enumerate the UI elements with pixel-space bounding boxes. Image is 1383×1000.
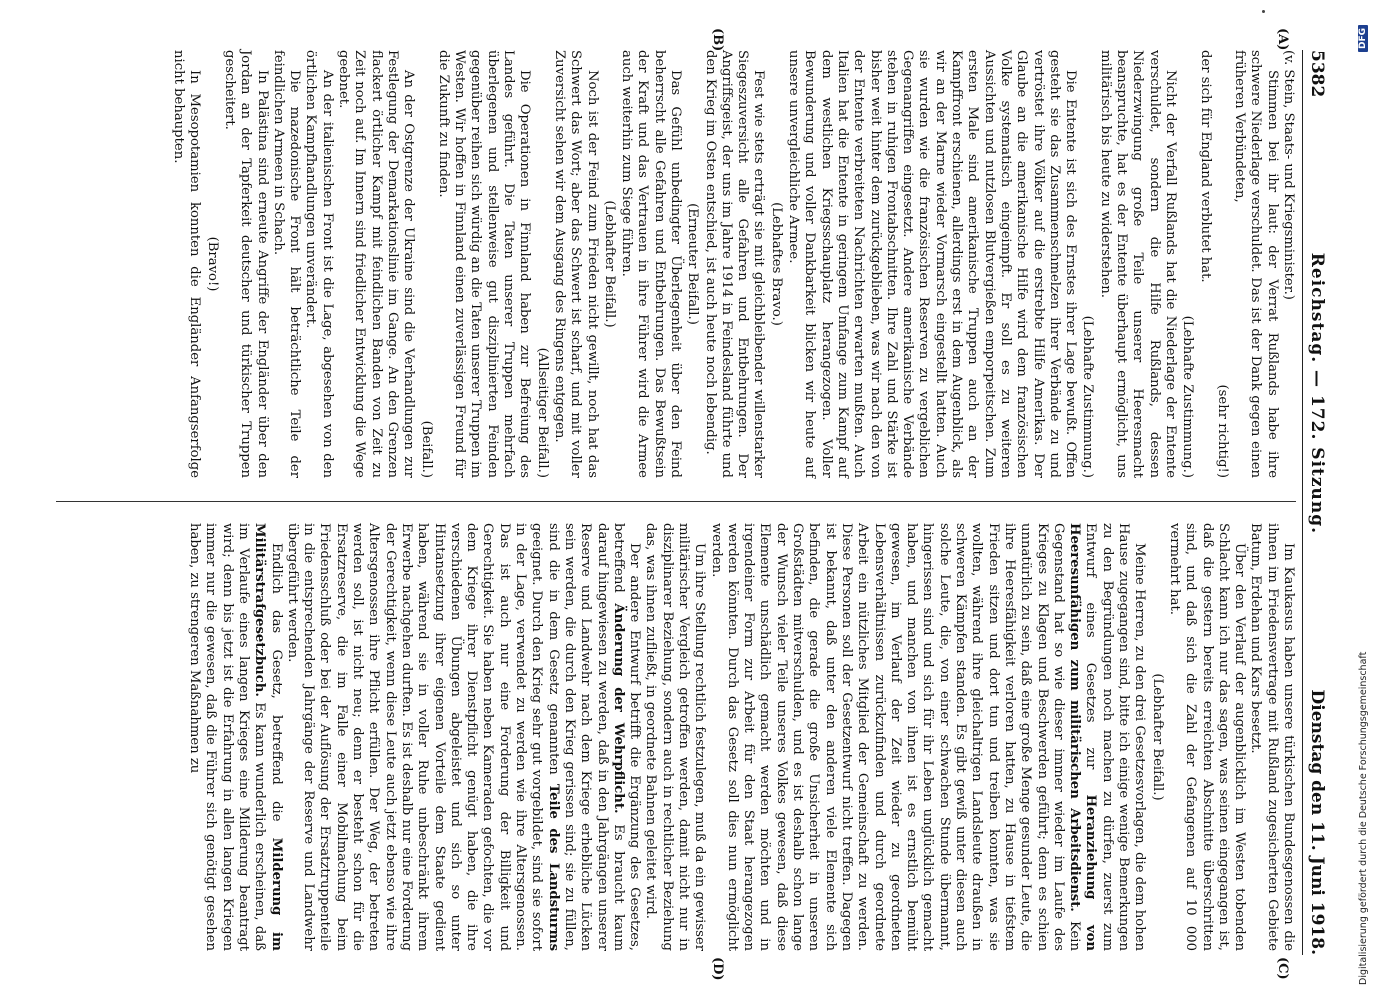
margin-mark-b: (B)	[710, 28, 725, 52]
interjection: (Lebhafter Beifall.)	[601, 200, 617, 328]
text-run: Es kann wunderlich erscheinen, daß im Verlaufe eines langen Krieges eine Milderung beantragt wird; denn bis jetzt ist die Erfahrung in allen langen Kriegen immer nur die gewesen, daß die Führer sich genötigt gesehen haben, zu strengeren Maßnahmen zu	[187, 523, 268, 951]
footer-text: Digitalisierung gefördert durch die Deutsche Forschungsgemeinschaft	[1357, 651, 1369, 985]
text-run: Kein Gegenstand hat so wie dieser immer wieder im Laufe des Krieges zu Klagen und Beschwerden geführt; denn es schien unnatürlich zu sein, daß eine große Menge gesunder Leute, die ihre Heeresfähigkeit verloren hatten, zu Hause in tiefstem Frieden sitzen und dort tun und treiben konnten, was sie wollten, während ihre gleichaltrigen Landsleute draußen in schweren Kämpfen standen. Es gibt gewiß unter diesen auch solche Leute, die, von einer schwachen Stunde übermannt, hingerissen sind und sich für ihr Leben unglücklich gemacht haben, und manchen von ihnen ist es ernstlich bemüht gewesen, im Verlauf der Zeit wieder zu geordneten Lebensverhältnissen zurückzufinden und durch geordnete Arbeit ein nützliches Mitglied der Gemeinschaft zu werden. Diese Personen soll der Gesetzentwurf nicht treffen. Dagegen ist bekannt, daß unter den anderen viele Elemente sich befinden, die gerade die große Unsicherheit in unseren Großstädten mitverschulden, und es ist deshalb schon lange der Wunsch vieler Teile unseres Volkes gewesen, daß diese Elemente unschädlich gemacht werden möchten und in irgendeiner Form zur Arbeit für den Staat herangezogen werden könnten. Durch das Gesetz soll dies nun ermöglicht werden.	[708, 523, 1083, 951]
left-column	[170, 50, 1296, 478]
bold-term: Milderung im Militärstrafgesetzbuch.	[252, 523, 284, 951]
paragraph: Fest wie stets erträgt sie mit gleichbleibender willenstarker Siegeszuversicht alle Gefahren und Entbehrungen. Der Angriffsgeist, der uns im Jahre 1914 in Feindesland führte und den Krieg im Osten entschied, ist auch heute noch lebendig.	[702, 50, 767, 478]
interjection: (Lebhafter Beifall.)	[1149, 673, 1165, 801]
text-run: geeignet. Durch den Krieg sehr gut vorgebildet, sind sie sofort in der Lage, verwendet zu werden wie ihre Altersgenossen. Das ist auch nur eine Forderung der Billigkeit und Gerechtigkeit. Sie haben neben Kameraden gefochten, die vor dem Kriege ihrer Dienstpflicht genügt haben, die ihre verschiedenen Übungen abgeleistet und sich so unter Hintansetzung ihrer eigenen Vorteile dem Staate gedient haben, während sie in voller Ruhe unbeschränkt ihrem Erwerbe nachgehen durften. Es ist deshalb nur eine Forderung der Gerechtigkeit, wenn diese Leute auch jetzt ebenso wie ihre Altersgenossen ihre Pflicht erfüllen. Der Weg, der betreten werden soll, ist nicht neu; denn er besteht schon für die Ersatzreserve, die im Falle einer Mobilmachung beim Friedensschluß oder bei der Auflösung der Ersatztruppenteile in die entsprechenden Jahrgänge der Reserve und Landwehr übergeführt werden.	[284, 523, 545, 951]
page-header	[1304, 50, 1330, 955]
interjection: (Erneuter Beifall.)	[685, 203, 701, 325]
paragraph	[186, 523, 284, 951]
interjection: (Lebhaftes Bravo.)	[768, 202, 784, 326]
paragraph: Das Gefühl unbedingter Überlegenheit über den Feind beherrscht alle Gefahren und Entbehrungen. Das Bewußtsein der Kraft und das Vertrauen in ihre Führer wird die Armee auch weiterhin zum Siege führen.	[619, 50, 684, 478]
interjection: (Bravo!)	[204, 236, 220, 292]
page-number: 5382	[1307, 50, 1327, 98]
interjection: (Lebhafte Zustimmung.)	[1180, 315, 1196, 478]
paragraph: Im Kaukasus haben unsere türkischen Bundesgenossen die ihnen im Friedensvertrage mit Rußland zugesicherten Gebiete Batum, Erdehan und Kars besetzt.	[1248, 523, 1296, 951]
interjection: (Lebhafte Zustimmung.)	[1080, 315, 1096, 478]
paragraph: Die Operationen in Finnland haben zur Befreiung des Landes geführt. Die Taten unserer Truppen mehrfach überlegenen und stellenweise gut disziplinierten Feinden gegenüber reihen sich würdig an die Taten unserer Truppen im Westen. Wir hoffen in Finnland einen zuverlässigen Freund für die Zukunft zu finden.	[435, 50, 533, 478]
bold-term: Teile des Landsturms	[545, 783, 561, 952]
margin-mark-a: (A)	[1275, 28, 1290, 51]
paragraph: Stimmen bei ihr laut: der Verrat Rußlands habe ihre schwere Niederlage verschuldet. Das ist der Dank gegen einen früheren Verbündeten,	[1232, 50, 1280, 478]
paragraph: der sich für England verblutet hat.	[1197, 50, 1213, 283]
paragraph: Noch ist der Feind zum Frieden nicht gewillt, noch hat das Schwert das Wort; aber das Schwert ist scharf, und mit voller Zuversicht sehen wir dem Ausgang des Ringens entgegen.	[551, 50, 600, 478]
dfg-logo: DFG	[1358, 25, 1368, 52]
paragraph: Über den Verlauf der augenblicklich im Westen tobenden Schlacht kann ich nur das sagen, was seinen eingegangen ist, daß die gestern bereits erreichten Abschnitte überschritten sind, und daß sich die Zahl der Gefangenen auf 10 000 vermehrt hat.	[1166, 523, 1248, 951]
paragraph: Die Entente ist sich des Ernstes ihrer Lage bewußt. Offen gesteht sie das Zusammenschmelzen ihrer Verbände zu und vertröstet ihre Völker auf die erstrebte Hilfe Amerikas. Der Glaube an die amerikanische Hilfe wird dem französischen Volke systematisch eingeimpft. Er soll es zu weiteren Aussichten und nutzlosen Blutvergießen emporpeitschen. Zum ersten Male sind amerikanische Truppen auch an der Kampffront erschienen, allerdings erst in dem Augenblick, als wir an der Marne wieder Vormarsch eingestellt hatten. Auch sie wurden wie die französischen Reserven zu vergeblichen Gegenangriffen eingesetzt. Andere amerikanische Verbände stehen in ruhigen Frontabschnitten. Ihre Zahl und Stärke ist bisher weit hinter dem zurückgeblieben, was wir nach den von der Entente verbreiteten Nachrichten erwarten mußten. Auch Italien hat die Entente in geringem Umfange zum Kampf auf dem westlichen Kriegsschauplatz herangezogen. Voller Bewunderung und voller Dankbarkeit blicken wir heute auf unsere unvergleichliche Armee.	[786, 50, 1079, 478]
page-title: Reichstag. — 172. Sitzung.	[1307, 252, 1327, 535]
paragraph: Nicht der Verfall Rußlands hat die Niederlage der Entente verschuldet, sondern die Hilfe Rußlands, dessen Niederzwingung große Teile unserer Heeresmacht beanspruchte, hat es der Entente überhaupt ermöglicht, uns militärisch bis heute zu widerstehen.	[1097, 50, 1178, 478]
paragraph: An der Ostgrenze der Ukraine sind die Verhandlungen zur Festlegung der Demarkationslinie im Gange. An den Grenzen flackert örtlicher Kampf mit feindlichen Banden von Zeit zu Zeit noch auf. Im Innern sind friedlicher Entwicklung die Wege geebnet.	[336, 50, 417, 478]
paragraph	[284, 523, 643, 951]
digitization-footer	[1356, 25, 1370, 985]
margin-mark-d: (D)	[710, 957, 725, 981]
margin-mark-c: (C)	[1275, 957, 1290, 980]
text-run: Es braucht kaum darauf hingewiesen zu werden, daß in den Jahrgängen unserer Reserve und Landwehr nach dem Kriege erhebliche Lücken sein werden, die durch den Krieg gerissen sind; sie zu füllen, sind die in dem Gesetz genannten	[545, 523, 626, 951]
text-run: Meine Herren, zu den drei Gesetzesvorlagen, die dem hohen Hause zugegangen sind, bitte ich einige wenige Bemerkungen zu den Begründungen noch machen zu dürfen, zuerst zum Entwurf eines Gesetzes zur	[1083, 523, 1148, 951]
column-divider	[56, 501, 1296, 502]
text-run: Der andere Entwurf betrifft die Ergänzung des Gesetzes, betreffend	[610, 523, 643, 951]
speaker-line: (v. Stein, Staats- und Kriegsminister.)	[1281, 50, 1296, 300]
page-date: Dienstag den 11. Juni 1918.	[1307, 689, 1327, 955]
bold-term: Änderung der Wehrpflicht.	[610, 603, 626, 814]
rotated-page	[45, 28, 1330, 981]
paragraph: An der italienischen Front ist die Lage, abgesehen von den örtlichen Kampfhandlungen unverändert.	[303, 50, 335, 478]
text-run: Endlich das Gesetz, betreffend die	[268, 543, 284, 838]
header-rule	[1302, 50, 1303, 955]
bold-term: Heranziehung von Heeresunfähigen zum militärischen Arbeitsdienst.	[1067, 523, 1099, 952]
interjection: (Allseitiger Beifall.)	[534, 347, 550, 478]
paragraph	[707, 523, 1147, 951]
interjection: (sehr richtig!)	[1214, 384, 1230, 478]
scan-speck	[1262, 10, 1265, 13]
interjection: (Beifall.)	[418, 420, 434, 478]
paragraph: In Palästina sind erneute Angriffe der Engländer über den Jordan an der Tapferkeit deutscher und türkischer Truppen gescheitert.	[222, 50, 270, 478]
paragraph: Die mazedonische Front hält beträchtliche Teile der feindlichen Armeen in Schach.	[270, 50, 303, 478]
right-column	[186, 523, 1296, 951]
paragraph: Um ihre Stellung rechtlich festzulegen, muß da ein gewisser militärischer Vergleich getroffen werden, damit nicht nur in disziplinarer Beziehung, sondern auch in rechtlicher Beziehung das, was ihnen zufließt, in geordnete Bahnen geleitet wird.	[643, 523, 708, 951]
paragraph: In Mesopotamien konnten die Engländer Anfangserfolge nicht behaupten.	[171, 50, 203, 478]
